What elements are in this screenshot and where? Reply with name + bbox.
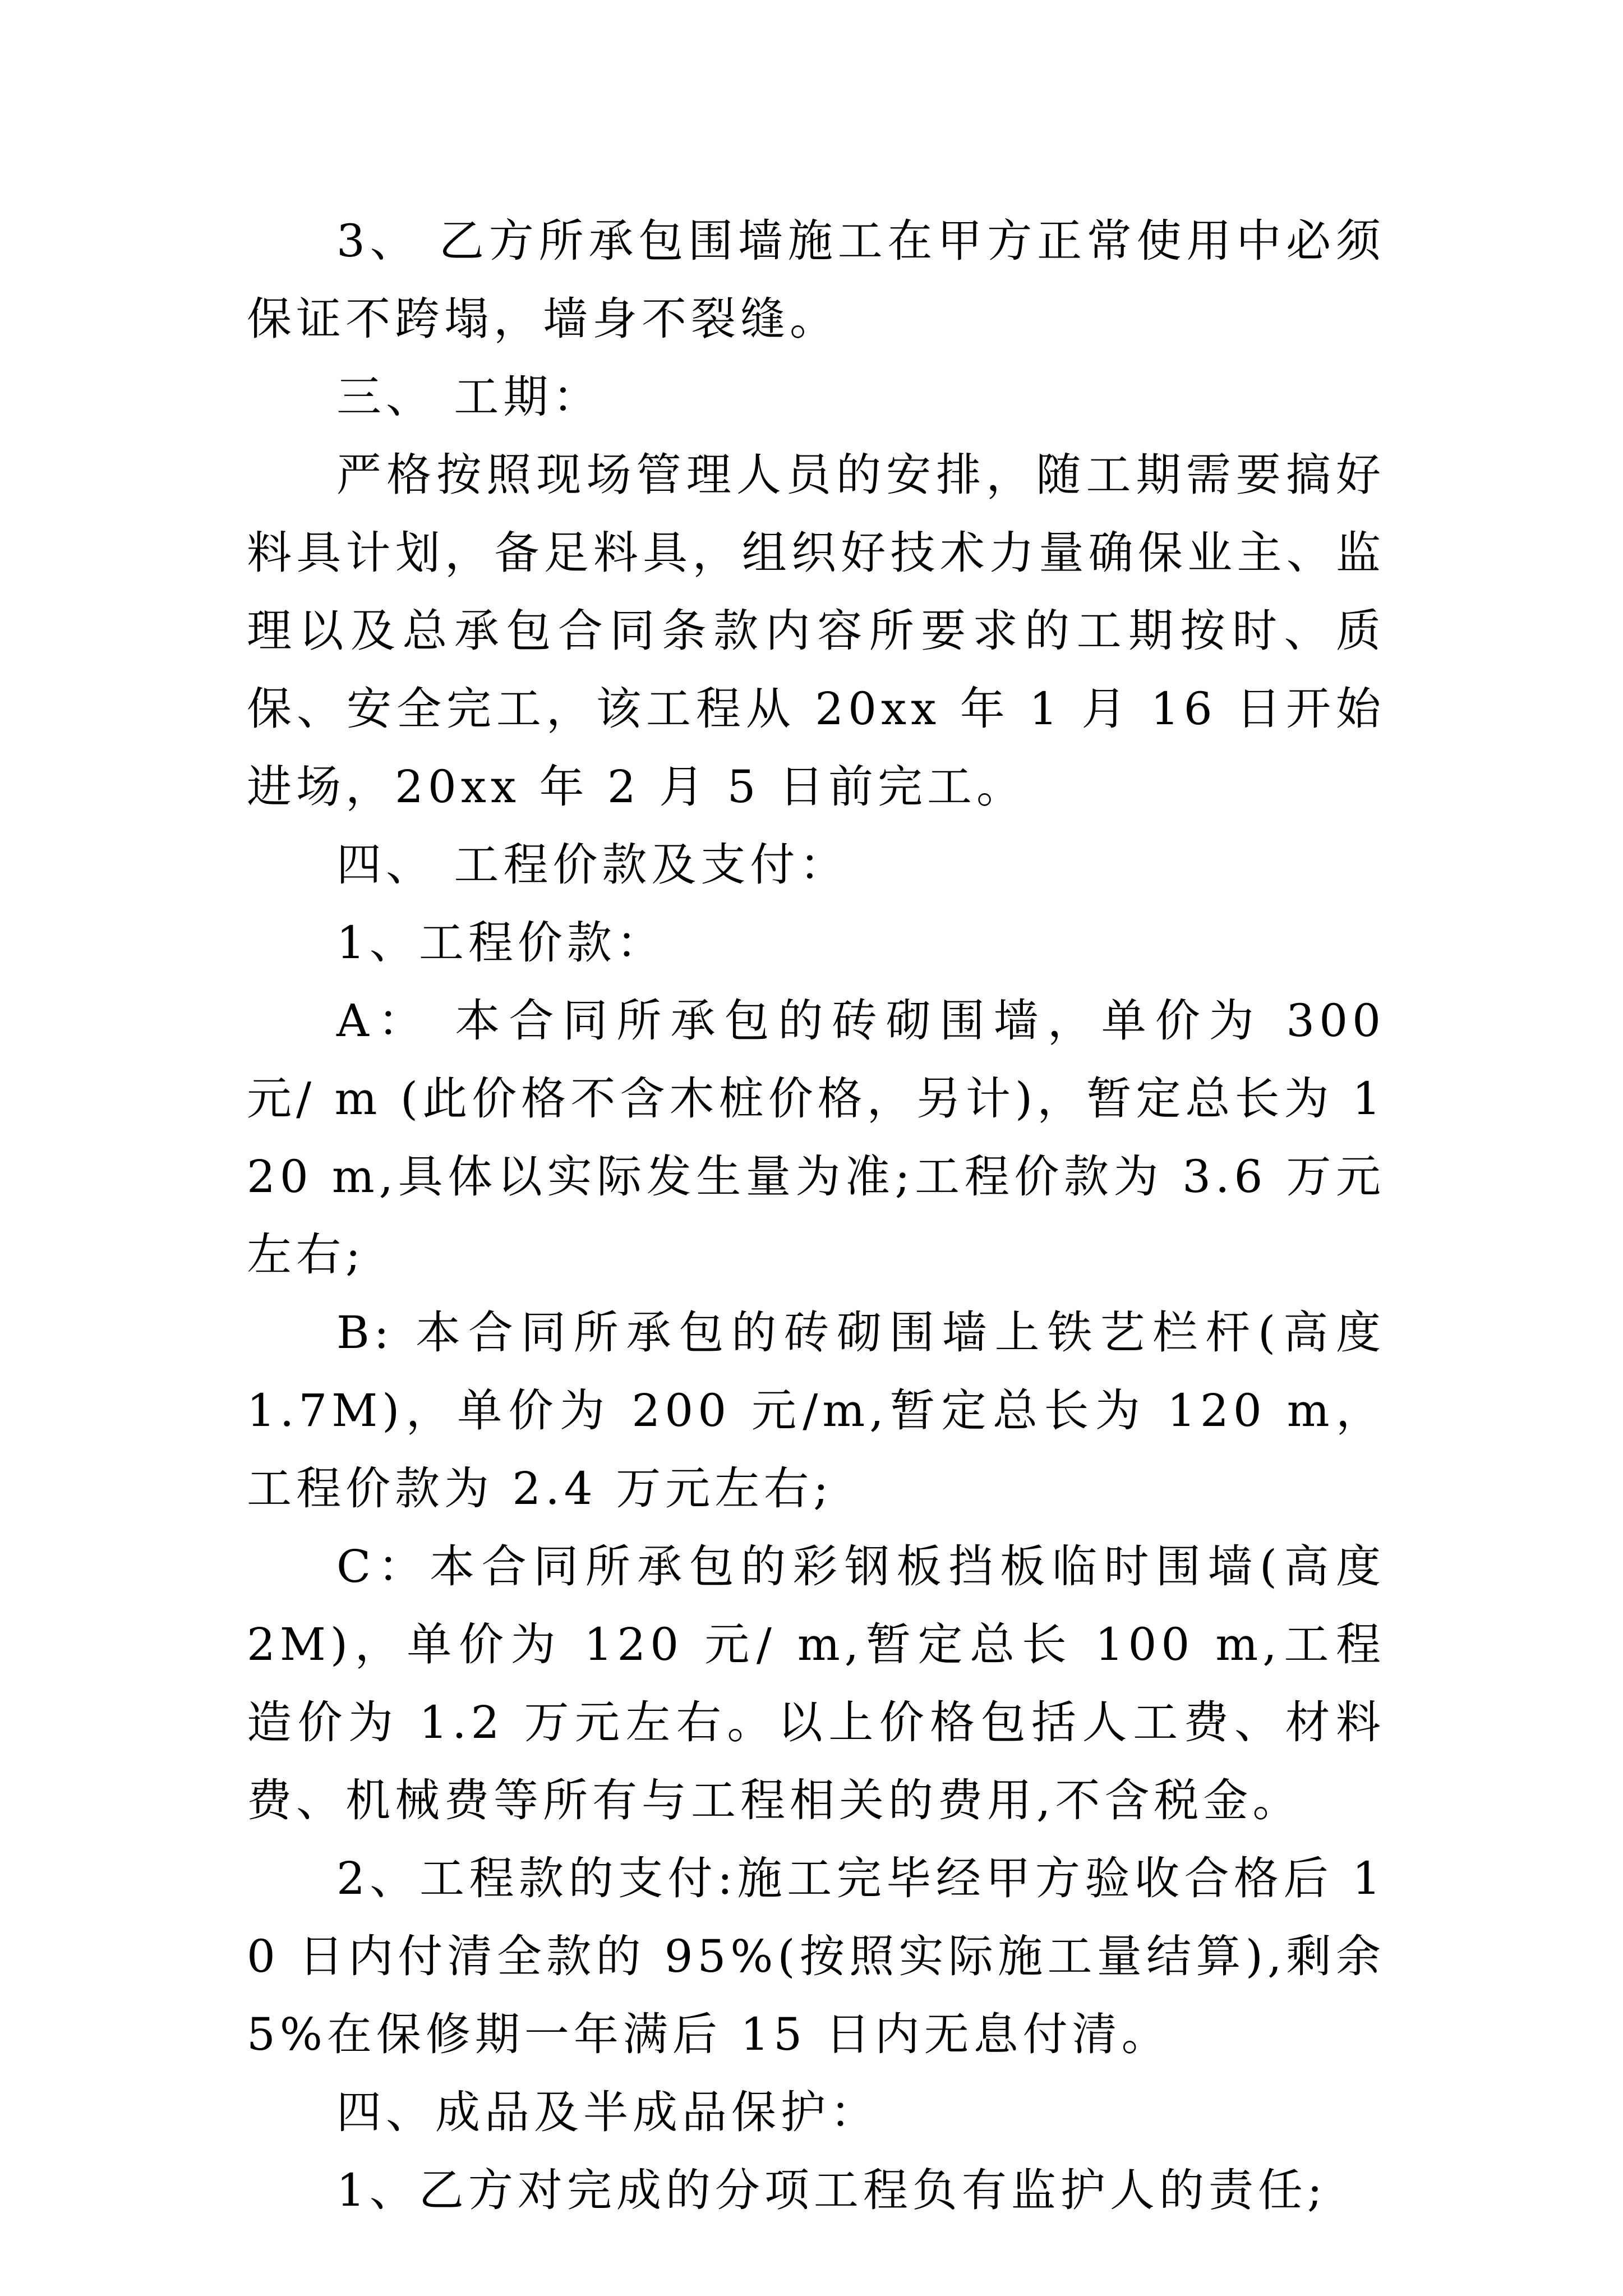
paragraph-construction-schedule: 严格按照现场管理人员的安排，随工期需要搞好料具计划，备足料具，组织好技术力量确保业主、监理以及总承包合同条款内容所要求的工期按时、质保、安全完工，该工程从 20xx 年 1 月 16 日开始进场，20xx 年 2 月 5 日前完工。 [247, 449, 1385, 813]
heading-product-protection: 四、成品及半成品保护： [336, 2086, 879, 2138]
paragraph-protection-responsibility: 1、乙方对完成的分项工程负有监护人的责任; [336, 2164, 1327, 2216]
heading-price-and-payment: 四、 工程价款及支付： [336, 839, 849, 891]
paragraph-price-c-temporary-wall: C：本合同所承包的彩钢板挡板临时围墙(高度 2M)，单价为 120 元/ m,暂定总长 100 m,工程造价为 1.2 万元左右。以上价格包括人工费、材料费、机械费等所有与工程相关的费用,不含税金。 [247, 1540, 1385, 1826]
paragraph-payment-terms: 2、工程款的支付:施工完毕经甲方验收合格后 10 日内付清全款的 95%(按照实际施工量结算),剩余 5%在保修期一年满后 15 日内无息付清。 [247, 1852, 1385, 2060]
paragraph-price-b-iron-railing: B: 本合同所承包的砖砌围墙上铁艺栏杆(高度 1.7M)，单价为 200 元/m,暂定总长为 120 m，工程价款为 2.4 万元左右; [247, 1306, 1385, 1515]
paragraph-wall-quality: 3、 乙方所承包围墙施工在甲方正常使用中必须保证不跨塌，墙身不裂缝。 [247, 215, 1385, 345]
heading-construction-period: 三、 工期： [336, 371, 602, 423]
document-body [247, 202, 1385, 2229]
heading-project-price: 1、工程价款： [336, 917, 666, 969]
paragraph-price-a-brick-wall: A： 本合同所承包的砖砌围墙，单价为 300 元/ m (此价格不含木桩价格，另计)，暂定总长为 120 m,具体以实际发生量为准;工程价款为 3.6 万元左右; [247, 995, 1385, 1281]
